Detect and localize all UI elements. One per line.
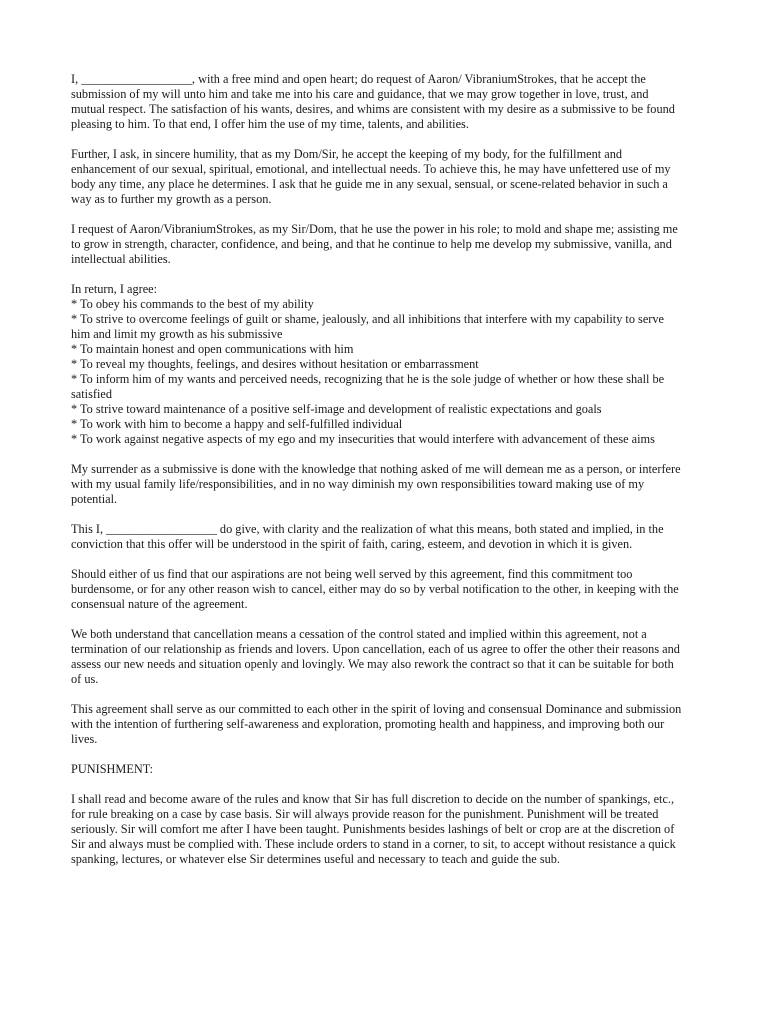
agreement-heading: In return, I agree: — [71, 282, 158, 296]
paragraph-submission-request: I, __________________, with a free mind and open heart; do request of Aaron/ VibraniumStrokes, that he accept the submission of my will unto him and take me into his care and guidance, that we may grow together in love, trust, and mutual respect. The satisfaction of his wants, desires, and whims are consistent with my desire as a submissive to be found pleasing to him. To that end, I offer him the use of my time, talents, and abilities. — [71, 72, 675, 131]
agreement-section — [71, 282, 704, 447]
agreement-item: * To reveal my thoughts, feelings, and desires without hesitation or embarrassment — [71, 357, 479, 371]
agreement-item: * To maintain honest and open communications with him — [71, 342, 354, 356]
paragraph-offer: This I, __________________ do give, with clarity and the realization of what this means, both stated and implied, in the conviction that this offer will be understood in the spirit of faith, caring, esteem, and devotion in which it is given. — [71, 522, 664, 551]
agreement-item: * To strive toward maintenance of a positive self-image and development of realistic expectations and goals — [71, 402, 602, 416]
agreement-item: * To inform him of my wants and perceived needs, recognizing that he is the sole judge of whether or how these shall be satisfied — [71, 372, 665, 401]
paragraph-surrender: My surrender as a submissive is done with the knowledge that nothing asked of me will demean me as a person, or interfere with my usual family life/responsibilities, and in no way diminish my own responsibilities toward making use of my potential. — [71, 462, 681, 506]
paragraph-cancellation-meaning: We both understand that cancellation means a cessation of the control stated and implied within this agreement, not a termination of our relationship as friends and lovers. Upon cancellation, each of us agree to offer the other their reasons and assess our new needs and situation openly and lovingly. We may also rework the contract so that it can be suitable for both of us. — [71, 627, 680, 686]
paragraph-commitment: This agreement shall serve as our committed to each other in the spirit of loving and consensual Dominance and submission with the intention of furthering self-awareness and exploration, promoting health and happiness, and improving both our lives. — [71, 702, 682, 746]
paragraph-keeping-of-body: Further, I ask, in sincere humility, that as my Dom/Sir, he accept the keeping of my body, for the fulfillment and enhancement of our sexual, spiritual, emotional, and intellectual needs. To achieve this, he may have unfettered use of my body any time, any place he determines. I ask that he guide me in any sexual, sensual, or scene-related behavior in such a way as to further my growth as a person. — [71, 147, 671, 206]
paragraph-cancel: Should either of us find that our aspirations are not being well served by this agreement, find this commitment too burdensome, or for any other reason wish to cancel, either may do so by verbal notification to the other, in keeping with the consensual nature of the agreement. — [71, 567, 679, 611]
agreement-item: * To strive to overcome feelings of guilt or shame, jealously, and all inhibitions that interfere with my capability to serve him and limit my growth as his submissive — [71, 312, 664, 341]
paragraph-role-request: I request of Aaron/VibraniumStrokes, as my Sir/Dom, that he use the power in his role; to mold and shape me; assisting me to grow in strength, character, confidence, and being, and that he continue to help me develop my submissive, vanilla, and intellectual abilities. — [71, 222, 678, 266]
agreement-item: * To work with him to become a happy and self-fulfilled individual — [71, 417, 403, 431]
agreement-item: * To obey his commands to the best of my ability — [71, 297, 314, 311]
agreement-list — [71, 297, 704, 447]
agreement-item: * To work against negative aspects of my ego and my insecurities that would interfere with advancement of these aims — [71, 432, 655, 446]
punishment-heading: PUNISHMENT: — [71, 762, 154, 776]
punishment-paragraph: I shall read and become aware of the rules and know that Sir has full discretion to decide on the number of spankings, etc., for rule breaking on a case by case basis. Sir will always provide reason for the punishment. Punishment will be treated seriously. Sir will comfort me after I have been taught. Punishments besides lashings of belt or crop are at the discretion of Sir and always must be complied with. These include orders to stand in a corner, to sit, to accept without resistance a quick spanking, lectures, or whatever else Sir determines useful and necessary to teach and guide the sub. — [71, 792, 676, 866]
